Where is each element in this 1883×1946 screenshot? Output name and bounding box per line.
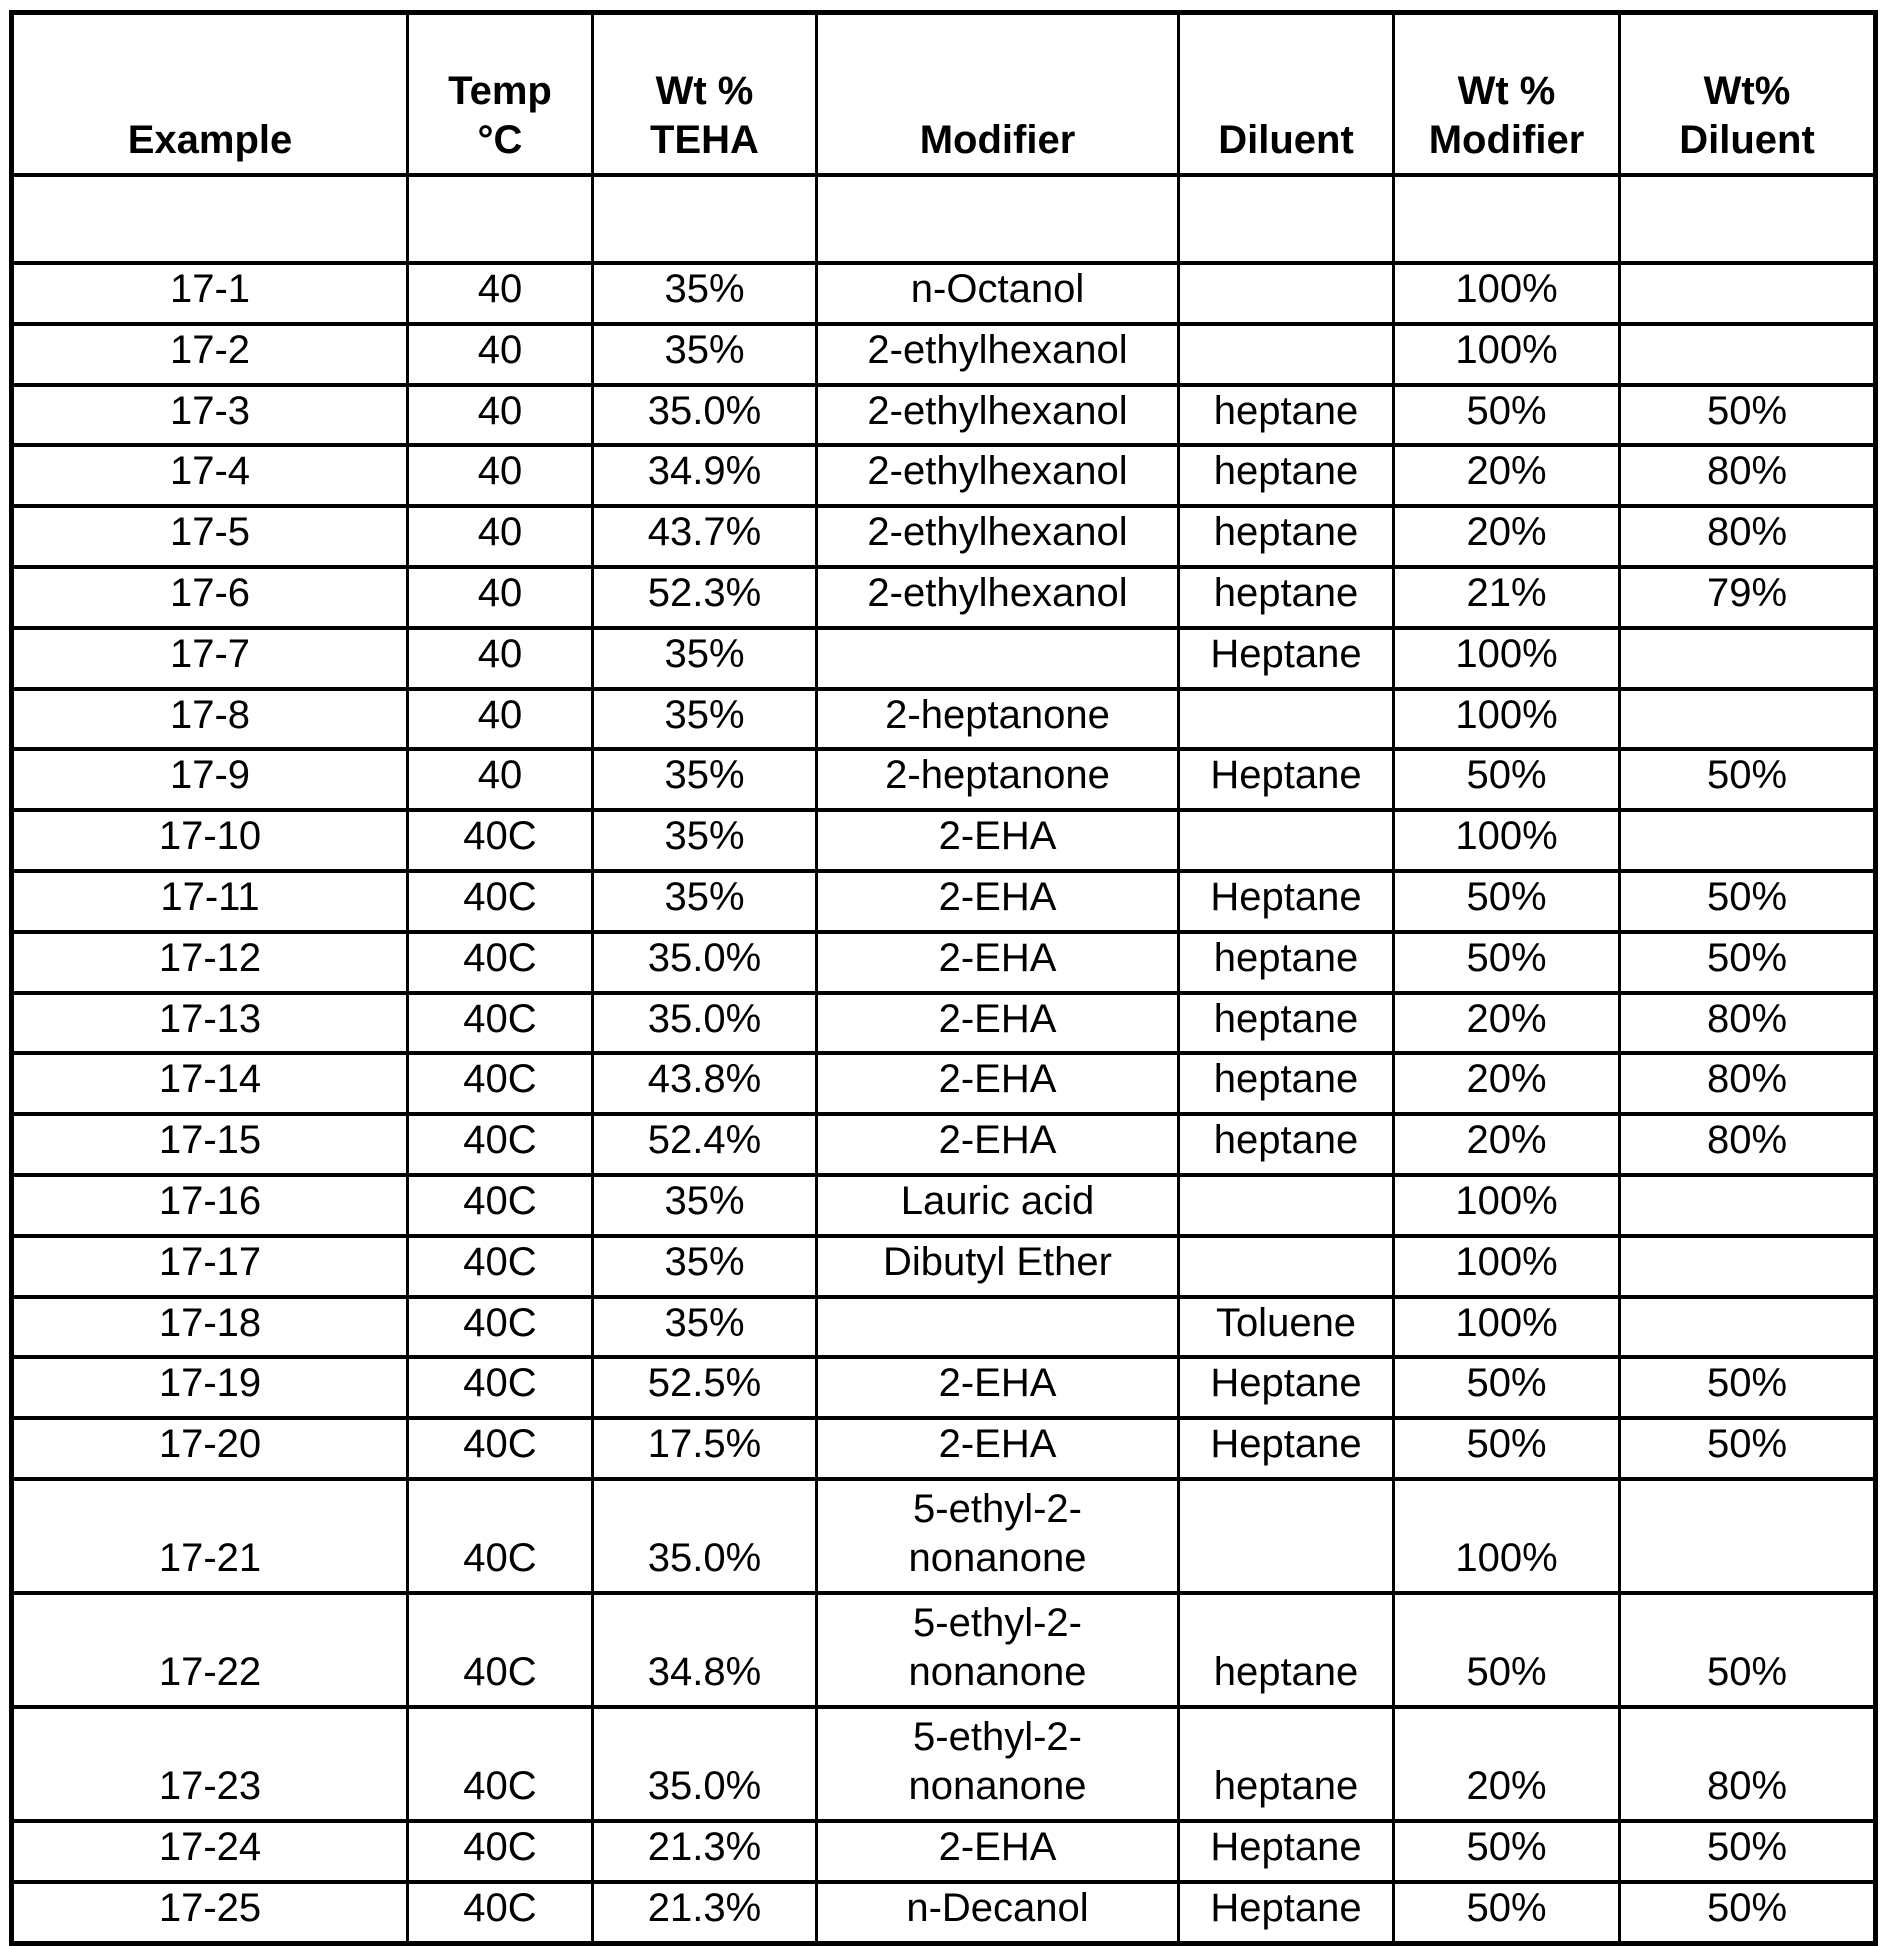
- header-row: [12, 13, 1876, 176]
- cell-modifier: n-Decanol: [817, 1882, 1179, 1943]
- cell-diluent: Heptane: [1179, 749, 1394, 810]
- cell-temp: 40C: [408, 1357, 593, 1418]
- cell-wt-diluent: 80%: [1620, 1707, 1876, 1821]
- cell-example: 17-14: [12, 1053, 408, 1114]
- cell-temp: 40C: [408, 1593, 593, 1707]
- table-row: [12, 1593, 1876, 1707]
- cell-teha: 35%: [593, 749, 817, 810]
- cell-wt-modifier: 50%: [1394, 1357, 1620, 1418]
- cell-temp: 40C: [408, 1236, 593, 1297]
- cell-temp: 40: [408, 749, 593, 810]
- table-row: [12, 993, 1876, 1054]
- cell-wt-modifier: 20%: [1394, 1707, 1620, 1821]
- cell-teha: 35%: [593, 810, 817, 871]
- cell-temp: 40C: [408, 1175, 593, 1236]
- column-header-diluent: Diluent: [1179, 13, 1394, 176]
- cell-wt-modifier: 50%: [1394, 932, 1620, 993]
- cell-empty: [1394, 175, 1620, 263]
- examples-table: [9, 10, 1878, 1946]
- cell-wt-diluent: 50%: [1620, 1593, 1876, 1707]
- table-row: [12, 1479, 1876, 1593]
- cell-modifier: 2-heptanone: [817, 689, 1179, 750]
- cell-wt-modifier: 20%: [1394, 993, 1620, 1054]
- cell-diluent: [1179, 810, 1394, 871]
- cell-modifier: 2-EHA: [817, 932, 1179, 993]
- cell-wt-modifier: 100%: [1394, 324, 1620, 385]
- cell-temp: 40: [408, 263, 593, 324]
- cell-wt-modifier: 100%: [1394, 1236, 1620, 1297]
- table-row: [12, 628, 1876, 689]
- cell-modifier: 5-ethyl-2- nonanone: [817, 1593, 1179, 1707]
- cell-example: 17-4: [12, 445, 408, 506]
- cell-temp: 40C: [408, 1479, 593, 1593]
- table-row: [12, 567, 1876, 628]
- cell-wt-diluent: 50%: [1620, 1418, 1876, 1479]
- table-row: [12, 1882, 1876, 1943]
- cell-teha: 35.0%: [593, 993, 817, 1054]
- cell-wt-modifier: 21%: [1394, 567, 1620, 628]
- cell-wt-modifier: 50%: [1394, 871, 1620, 932]
- cell-teha: 17.5%: [593, 1418, 817, 1479]
- cell-wt-modifier: 100%: [1394, 810, 1620, 871]
- cell-wt-diluent: [1620, 810, 1876, 871]
- cell-modifier: 2-heptanone: [817, 749, 1179, 810]
- cell-wt-diluent: [1620, 1479, 1876, 1593]
- cell-empty: [593, 175, 817, 263]
- cell-wt-diluent: 50%: [1620, 385, 1876, 446]
- cell-empty: [12, 175, 408, 263]
- cell-diluent: Heptane: [1179, 871, 1394, 932]
- cell-modifier: 2-ethylhexanol: [817, 385, 1179, 446]
- table-row: [12, 1707, 1876, 1821]
- cell-diluent: Heptane: [1179, 1882, 1394, 1943]
- cell-teha: 35%: [593, 263, 817, 324]
- cell-teha: 35%: [593, 1236, 817, 1297]
- cell-modifier: 2-EHA: [817, 871, 1179, 932]
- cell-modifier: 2-EHA: [817, 993, 1179, 1054]
- cell-wt-modifier: 20%: [1394, 445, 1620, 506]
- cell-empty: [817, 175, 1179, 263]
- cell-temp: 40C: [408, 810, 593, 871]
- cell-example: 17-2: [12, 324, 408, 385]
- table-row: [12, 385, 1876, 446]
- cell-example: 17-10: [12, 810, 408, 871]
- cell-example: 17-21: [12, 1479, 408, 1593]
- cell-wt-diluent: 50%: [1620, 932, 1876, 993]
- table-row: [12, 1053, 1876, 1114]
- cell-wt-modifier: 100%: [1394, 689, 1620, 750]
- cell-example: 17-19: [12, 1357, 408, 1418]
- cell-teha: 52.3%: [593, 567, 817, 628]
- cell-teha: 21.3%: [593, 1882, 817, 1943]
- table-row: [12, 1114, 1876, 1175]
- cell-wt-diluent: [1620, 689, 1876, 750]
- cell-diluent: [1179, 324, 1394, 385]
- cell-temp: 40: [408, 567, 593, 628]
- cell-teha: 35%: [593, 324, 817, 385]
- cell-wt-diluent: 50%: [1620, 1882, 1876, 1943]
- cell-wt-diluent: [1620, 1236, 1876, 1297]
- cell-diluent: heptane: [1179, 1053, 1394, 1114]
- cell-wt-diluent: 80%: [1620, 1053, 1876, 1114]
- cell-temp: 40C: [408, 871, 593, 932]
- cell-example: 17-5: [12, 506, 408, 567]
- cell-temp: 40C: [408, 993, 593, 1054]
- table-row: [12, 324, 1876, 385]
- cell-teha: 35%: [593, 689, 817, 750]
- table-header: [12, 13, 1876, 176]
- cell-wt-diluent: 50%: [1620, 1821, 1876, 1882]
- cell-modifier: 2-ethylhexanol: [817, 324, 1179, 385]
- cell-wt-diluent: 79%: [1620, 567, 1876, 628]
- table-row: [12, 1821, 1876, 1882]
- cell-modifier: 2-EHA: [817, 1821, 1179, 1882]
- column-header-wt-diluent: Wt% Diluent: [1620, 13, 1876, 176]
- cell-example: 17-11: [12, 871, 408, 932]
- cell-modifier: 2-ethylhexanol: [817, 567, 1179, 628]
- cell-example: 17-16: [12, 1175, 408, 1236]
- cell-wt-modifier: 50%: [1394, 1593, 1620, 1707]
- cell-example: 17-13: [12, 993, 408, 1054]
- cell-example: 17-9: [12, 749, 408, 810]
- cell-diluent: Toluene: [1179, 1297, 1394, 1358]
- cell-example: 17-23: [12, 1707, 408, 1821]
- cell-teha: 34.8%: [593, 1593, 817, 1707]
- cell-example: 17-12: [12, 932, 408, 993]
- cell-teha: 35%: [593, 1297, 817, 1358]
- cell-diluent: heptane: [1179, 385, 1394, 446]
- cell-teha: 35%: [593, 871, 817, 932]
- cell-diluent: Heptane: [1179, 1821, 1394, 1882]
- column-header-example: Example: [12, 13, 408, 176]
- column-header-teha: Wt % TEHA: [593, 13, 817, 176]
- cell-example: 17-17: [12, 1236, 408, 1297]
- cell-modifier: 5-ethyl-2- nonanone: [817, 1707, 1179, 1821]
- cell-teha: 52.5%: [593, 1357, 817, 1418]
- cell-wt-diluent: 50%: [1620, 749, 1876, 810]
- column-header-wt-modifier: Wt % Modifier: [1394, 13, 1620, 176]
- cell-diluent: heptane: [1179, 1593, 1394, 1707]
- cell-modifier: 5-ethyl-2- nonanone: [817, 1479, 1179, 1593]
- cell-wt-diluent: [1620, 628, 1876, 689]
- cell-diluent: Heptane: [1179, 628, 1394, 689]
- cell-wt-modifier: 100%: [1394, 263, 1620, 324]
- cell-wt-modifier: 50%: [1394, 1821, 1620, 1882]
- spacer-row: [12, 175, 1876, 263]
- cell-temp: 40: [408, 628, 593, 689]
- cell-example: 17-7: [12, 628, 408, 689]
- cell-wt-diluent: 80%: [1620, 506, 1876, 567]
- cell-diluent: heptane: [1179, 993, 1394, 1054]
- cell-temp: 40C: [408, 1707, 593, 1821]
- cell-teha: 34.9%: [593, 445, 817, 506]
- cell-example: 17-1: [12, 263, 408, 324]
- cell-diluent: [1179, 263, 1394, 324]
- cell-diluent: [1179, 1175, 1394, 1236]
- cell-temp: 40: [408, 385, 593, 446]
- cell-teha: 35.0%: [593, 385, 817, 446]
- cell-wt-modifier: 20%: [1394, 1114, 1620, 1175]
- column-header-modifier: Modifier: [817, 13, 1179, 176]
- cell-temp: 40C: [408, 1114, 593, 1175]
- cell-temp: 40C: [408, 932, 593, 993]
- cell-diluent: heptane: [1179, 506, 1394, 567]
- cell-modifier: 2-ethylhexanol: [817, 506, 1179, 567]
- cell-teha: 52.4%: [593, 1114, 817, 1175]
- cell-example: 17-20: [12, 1418, 408, 1479]
- cell-example: 17-25: [12, 1882, 408, 1943]
- table-row: [12, 871, 1876, 932]
- cell-wt-modifier: 100%: [1394, 628, 1620, 689]
- cell-modifier: [817, 628, 1179, 689]
- table-row: [12, 1297, 1876, 1358]
- cell-temp: 40: [408, 324, 593, 385]
- table-row: [12, 1357, 1876, 1418]
- cell-temp: 40C: [408, 1053, 593, 1114]
- cell-example: 17-3: [12, 385, 408, 446]
- cell-wt-modifier: 100%: [1394, 1175, 1620, 1236]
- cell-wt-diluent: 80%: [1620, 993, 1876, 1054]
- cell-modifier: [817, 1297, 1179, 1358]
- cell-temp: 40C: [408, 1821, 593, 1882]
- cell-teha: 35.0%: [593, 932, 817, 993]
- cell-diluent: [1179, 1236, 1394, 1297]
- table-row: [12, 810, 1876, 871]
- cell-empty: [408, 175, 593, 263]
- cell-example: 17-18: [12, 1297, 408, 1358]
- cell-wt-modifier: 20%: [1394, 1053, 1620, 1114]
- cell-example: 17-22: [12, 1593, 408, 1707]
- cell-wt-modifier: 100%: [1394, 1479, 1620, 1593]
- cell-example: 17-8: [12, 689, 408, 750]
- table-body: [12, 175, 1876, 1943]
- cell-wt-modifier: 50%: [1394, 1882, 1620, 1943]
- cell-temp: 40C: [408, 1418, 593, 1479]
- table-row: [12, 749, 1876, 810]
- cell-diluent: [1179, 689, 1394, 750]
- table-row: [12, 1175, 1876, 1236]
- cell-teha: 43.7%: [593, 506, 817, 567]
- cell-wt-diluent: [1620, 1297, 1876, 1358]
- cell-wt-diluent: 50%: [1620, 871, 1876, 932]
- cell-diluent: [1179, 1479, 1394, 1593]
- cell-modifier: Lauric acid: [817, 1175, 1179, 1236]
- cell-temp: 40C: [408, 1882, 593, 1943]
- cell-wt-modifier: 20%: [1394, 506, 1620, 567]
- cell-teha: 21.3%: [593, 1821, 817, 1882]
- table-row: [12, 689, 1876, 750]
- cell-modifier: 2-EHA: [817, 810, 1179, 871]
- cell-wt-diluent: [1620, 1175, 1876, 1236]
- cell-wt-modifier: 100%: [1394, 1297, 1620, 1358]
- cell-example: 17-24: [12, 1821, 408, 1882]
- cell-modifier: 2-EHA: [817, 1114, 1179, 1175]
- table-row: [12, 263, 1876, 324]
- cell-diluent: heptane: [1179, 1707, 1394, 1821]
- cell-wt-diluent: 80%: [1620, 1114, 1876, 1175]
- cell-wt-diluent: [1620, 263, 1876, 324]
- cell-wt-diluent: 80%: [1620, 445, 1876, 506]
- cell-diluent: heptane: [1179, 567, 1394, 628]
- table-row: [12, 1418, 1876, 1479]
- cell-teha: 35%: [593, 1175, 817, 1236]
- cell-temp: 40: [408, 506, 593, 567]
- cell-diluent: Heptane: [1179, 1357, 1394, 1418]
- cell-diluent: heptane: [1179, 445, 1394, 506]
- cell-example: 17-15: [12, 1114, 408, 1175]
- table-row: [12, 445, 1876, 506]
- table-row: [12, 1236, 1876, 1297]
- cell-temp: 40: [408, 445, 593, 506]
- cell-temp: 40C: [408, 1297, 593, 1358]
- cell-teha: 35.0%: [593, 1479, 817, 1593]
- cell-modifier: n-Octanol: [817, 263, 1179, 324]
- cell-modifier: 2-EHA: [817, 1053, 1179, 1114]
- column-header-temp: Temp °C: [408, 13, 593, 176]
- cell-modifier: 2-ethylhexanol: [817, 445, 1179, 506]
- cell-example: 17-6: [12, 567, 408, 628]
- cell-wt-modifier: 50%: [1394, 385, 1620, 446]
- table-row: [12, 932, 1876, 993]
- cell-wt-diluent: [1620, 324, 1876, 385]
- cell-modifier: 2-EHA: [817, 1418, 1179, 1479]
- cell-modifier: Dibutyl Ether: [817, 1236, 1179, 1297]
- cell-temp: 40: [408, 689, 593, 750]
- table-row: [12, 506, 1876, 567]
- cell-empty: [1620, 175, 1876, 263]
- cell-teha: 35%: [593, 628, 817, 689]
- cell-diluent: heptane: [1179, 932, 1394, 993]
- cell-modifier: 2-EHA: [817, 1357, 1179, 1418]
- cell-teha: 43.8%: [593, 1053, 817, 1114]
- cell-empty: [1179, 175, 1394, 263]
- cell-wt-modifier: 50%: [1394, 1418, 1620, 1479]
- cell-wt-diluent: 50%: [1620, 1357, 1876, 1418]
- cell-teha: 35.0%: [593, 1707, 817, 1821]
- cell-wt-modifier: 50%: [1394, 749, 1620, 810]
- cell-diluent: heptane: [1179, 1114, 1394, 1175]
- cell-diluent: Heptane: [1179, 1418, 1394, 1479]
